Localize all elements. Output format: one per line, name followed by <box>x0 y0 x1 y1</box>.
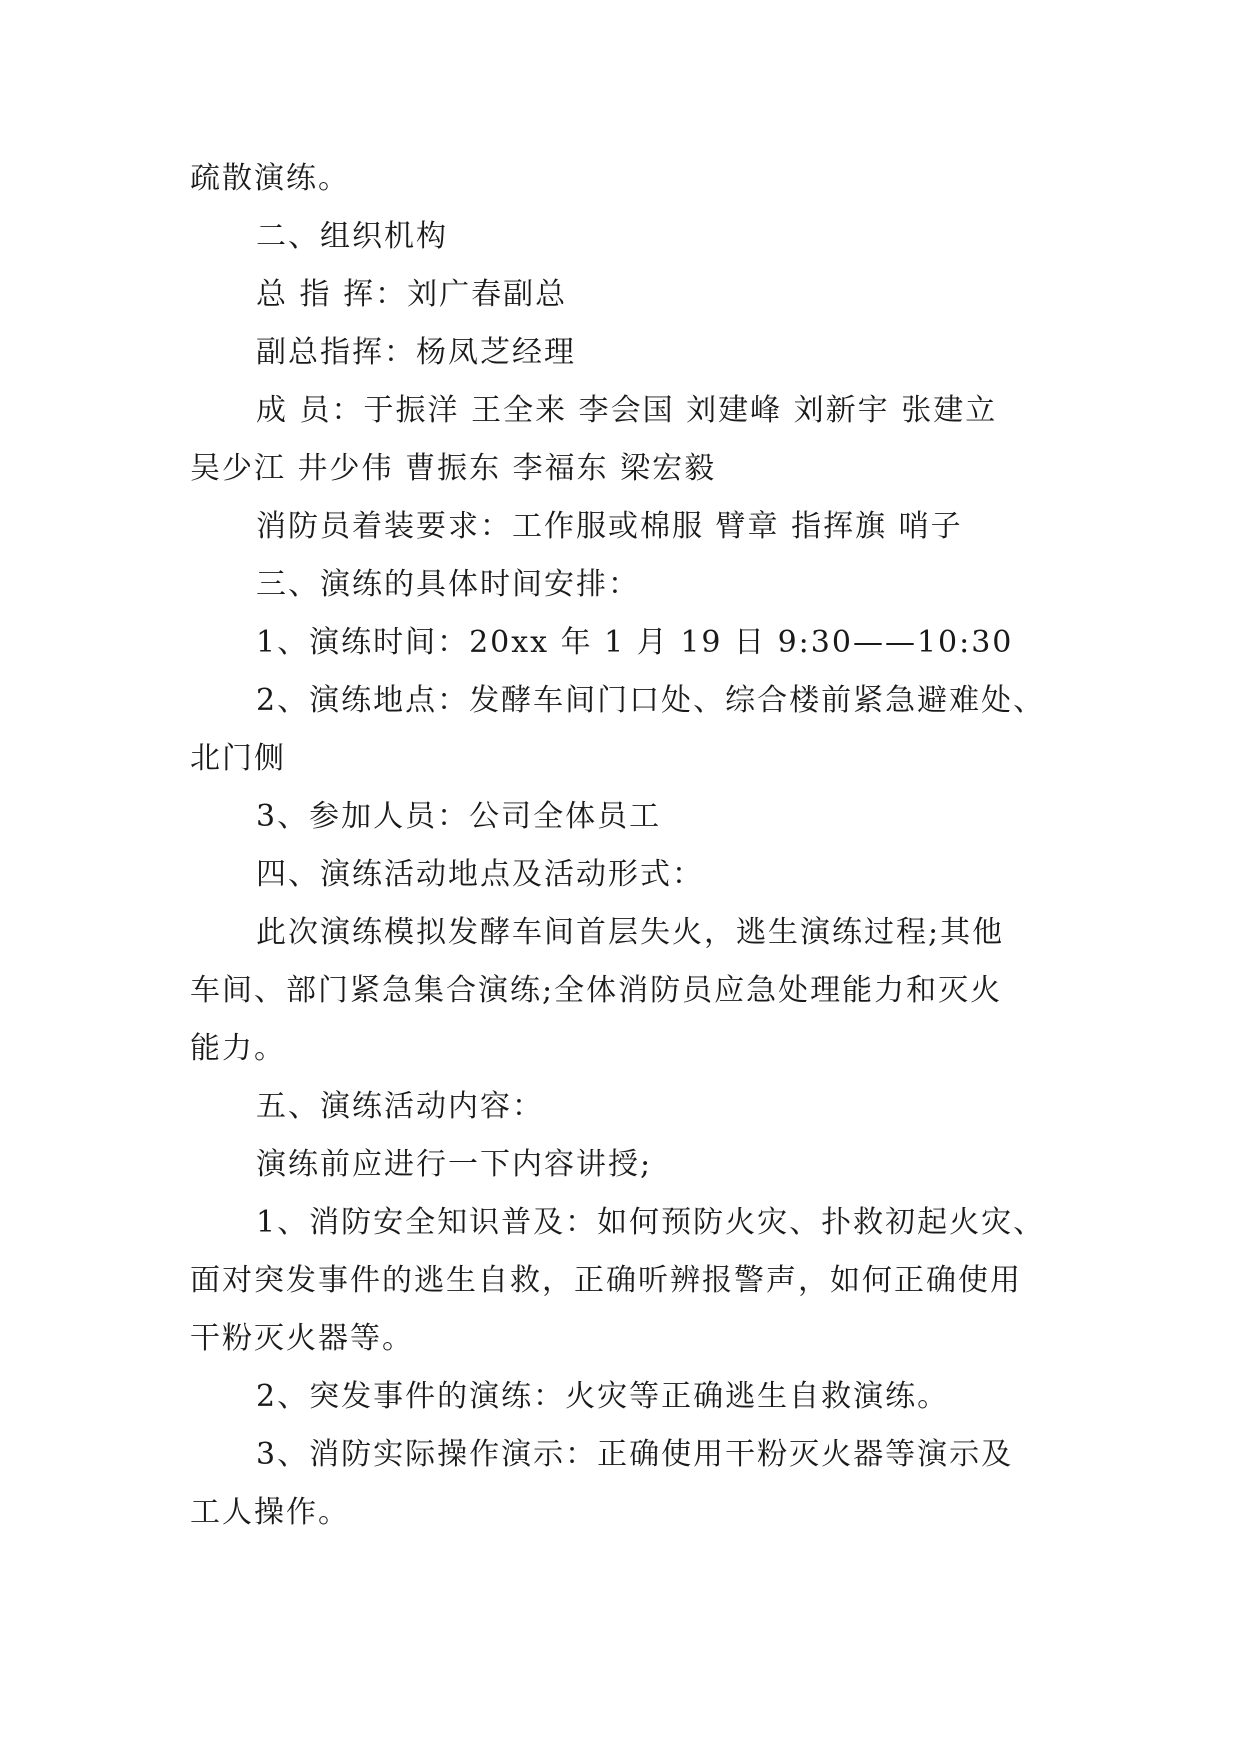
text-line: 疏散演练。 <box>190 161 350 196</box>
text-line: 演练前应进行一下内容讲授; <box>256 1147 653 1182</box>
text-line: 3、参加人员：公司全体员工 <box>256 799 662 834</box>
text-line: 副总指挥：杨凤芝经理 <box>256 335 576 370</box>
text-line: 1、消防安全知识普及：如何预防火灾、扑救初起火灾、 <box>256 1205 1046 1240</box>
section-heading-schedule: 三、演练的具体时间安排： <box>256 567 640 602</box>
section-heading-content: 五、演练活动内容： <box>256 1089 544 1124</box>
text-line: 北门侧 <box>190 741 286 776</box>
text-line: 面对突发事件的逃生自救，正确听辨报警声，如何正确使用 <box>190 1263 1022 1298</box>
text-line: 3、消防实际操作演示：正确使用干粉灭火器等演示及 <box>256 1437 1014 1472</box>
text-line: 2、演练地点：发酵车间门口处、综合楼前紧急避难处、 <box>256 683 1046 718</box>
text-line: 车间、部门紧急集合演练;全体消防员应急处理能力和灭火 <box>190 973 1003 1008</box>
text-line: 工人操作。 <box>190 1495 350 1530</box>
section-heading-organization: 二、组织机构 <box>256 219 448 254</box>
text-line: 能力。 <box>190 1031 286 1066</box>
document-body <box>190 150 1070 1542</box>
text-line: 此次演练模拟发酵车间首层失火，逃生演练过程;其他 <box>256 915 1005 950</box>
text-line: 吴少江 井少伟 曹振东 李福东 梁宏毅 <box>190 451 717 486</box>
text-line: 消防员着装要求：工作服或棉服 臂章 指挥旗 哨子 <box>256 509 963 544</box>
text-line: 2、突发事件的演练：火灾等正确逃生自救演练。 <box>256 1379 950 1414</box>
text-line: 干粉灭火器等。 <box>190 1321 414 1356</box>
text-line: 总 指 挥：刘广春副总 <box>256 277 568 312</box>
text-line: 1、演练时间：20xx 年 1 月 19 日 9:30——10:30 <box>256 625 1014 660</box>
text-line: 成 员：于振洋 王全来 李会国 刘建峰 刘新宇 张建立 <box>256 393 998 428</box>
section-heading-location: 四、演练活动地点及活动形式： <box>256 857 704 892</box>
